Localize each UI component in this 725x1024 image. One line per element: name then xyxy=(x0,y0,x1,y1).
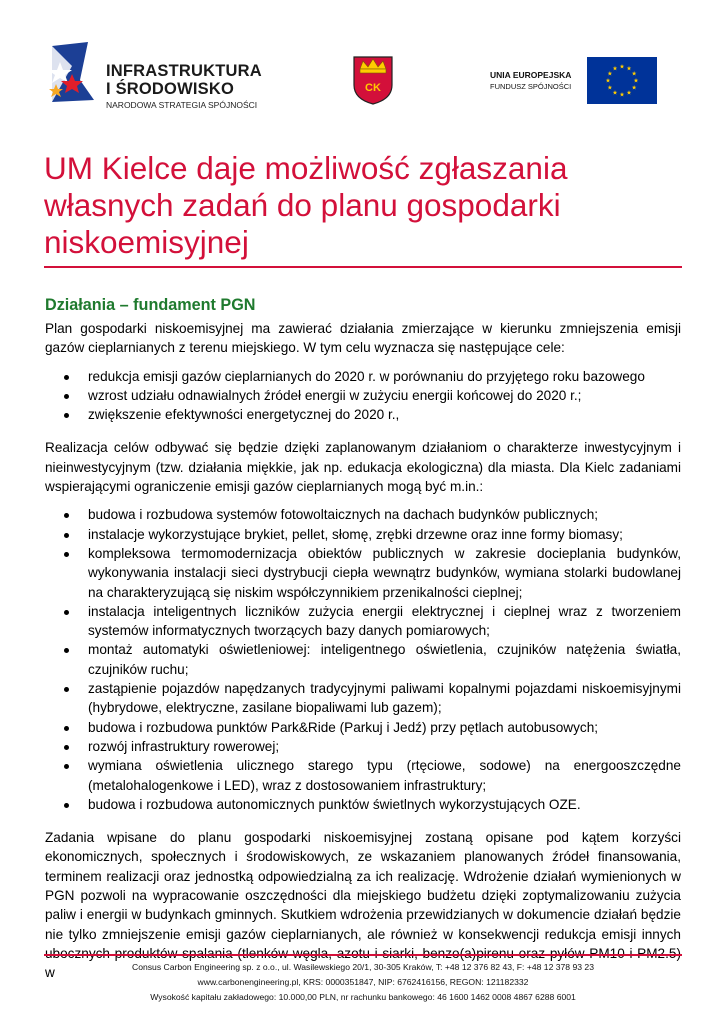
kielce-coat-of-arms-icon xyxy=(352,55,394,105)
list-item: wymiana oświetlenia ulicznego starego typu (rtęciowe, sodowe) na energooszczędne (metalohalogenkowe i LED), wraz z dostosowaniem infrastruktury; xyxy=(45,756,681,795)
bullet-icon xyxy=(64,375,69,380)
list-item: budowa i rozbudowa punktów Park&Ride (Parkuj i Jedź) przy pętlach autobusowych; xyxy=(45,718,681,737)
list-item: instalacje wykorzystujące brykiet, pellet, słomę, zrębki drzewne oraz inne formy biomasy; xyxy=(45,525,681,544)
bullet-icon xyxy=(64,533,69,538)
list-item: montaż automatyki oświetleniowej: inteligentnego oświetlenia, czujników natężenia światła, czujników ruchu; xyxy=(45,640,681,679)
footer-divider xyxy=(44,954,682,956)
summary-paragraph: Zadania wpisane do planu gospodarki niskoemisyjnej zostaną opisane pod kątem korzyści ekonomicznych, społecznych i środowiskowych, ze wskazaniem planowanych źródeł finansowania, terminem realizacji oraz jednostką odpowiedzialną za ich realizację. Wdrożenie działań wymienionych w PGN pozwoli na wypracowanie oszczędności dla miejskiego budżetu dzięki zoptymalizowaniu zużycia paliw i energii w budynkach gminnych. Skutkiem wdrożenia przewidzianych w dokumencie działań będzie nie tylko zmniejszenie emisji gazów cieplarnianych, ale również w konsekwencji redukcja emisji innych w xyxy=(45,830,681,981)
logo-title-line2: I ŚRODOWISKO xyxy=(106,80,234,98)
bullet-icon xyxy=(64,764,69,769)
list-item: wzrost udziału odnawialnych źródeł energii w zużyciu energii końcowej do 2020 r.; xyxy=(45,386,681,405)
footer-registration: www.carbonengineering.pl, KRS: 0000351847, NIP: 6762416156, REGON: 121182332 xyxy=(197,977,529,987)
list-item: rozwój infrastruktury rowerowej; xyxy=(45,737,681,756)
footer-address: Consus Carbon Engineering sp. z o.o., ul. Wasilewskiego 20/1, 30-305 Kraków, T: +48 12 376 82 43, F: +48 12 378 93 23 xyxy=(132,962,594,972)
crest-letters: CK xyxy=(365,82,381,94)
footer-capital: Wysokość kapitału zakładowego: 10.000,00 PLN, nr rachunku bankowego: 46 1600 1462 0008 4867 6288 6001 xyxy=(150,992,576,1002)
title-divider xyxy=(44,266,682,268)
eu-flag-icon xyxy=(587,57,657,104)
list-item: redukcja emisji gazów cieplarnianych do 2020 r. w porównaniu do przyjętego roku bazowego xyxy=(45,367,681,386)
footer xyxy=(44,960,682,1005)
bullet-icon xyxy=(64,687,69,692)
section-heading: Działania – fundament PGN xyxy=(45,296,256,314)
list-item: zwiększenie efektywności energetycznej do 2020 r., xyxy=(45,405,681,424)
eu-label-line1: UNIA EUROPEJSKA xyxy=(490,70,572,80)
bullet-icon xyxy=(64,513,69,518)
header-logos xyxy=(0,0,725,120)
bullet-icon xyxy=(64,413,69,418)
bullet-icon xyxy=(64,803,69,808)
list-item: budowa i rozbudowa systemów fotowoltaicznych na dachach budynków publicznych; xyxy=(45,505,681,524)
list-item: budowa i rozbudowa autonomicznych punktów świetlnych wykorzystujących OZE. xyxy=(45,795,681,814)
bullet-icon xyxy=(64,745,69,750)
bullet-icon xyxy=(64,552,69,557)
logo-subtitle: NARODOWA STRATEGIA SPÓJNOŚCI xyxy=(106,100,258,110)
intro-paragraph: Plan gospodarki niskoemisyjnej ma zawierać działania zmierzające w kierunku zmniejszenia emisji gazów cieplarnianych z terenu miejskiego. W tym celu wyznacza się następujące cele: xyxy=(45,321,681,356)
article-body xyxy=(45,295,681,983)
bullet-icon xyxy=(64,394,69,399)
goals-list xyxy=(45,367,681,425)
list-item: zastąpienie pojazdów napędzanych tradycyjnymi paliwami kopalnymi pojazdami niskoemisyjnymi (hybrydowe, elektryczne, zasilane biopaliwami lub gazem); xyxy=(45,679,681,718)
infrastruktura-logo xyxy=(42,40,282,120)
bullet-icon xyxy=(64,610,69,615)
list-item: kompleksowa termomodernizacja obiektów publicznych w zakresie docieplania budynków, wykonywania instalacji sieci dystrybucji ciepła wewnątrz budynków, wymiana stolarki budowlanej na charakteryzującą się niskim współczynnikiem przenikalności cieplnej; xyxy=(45,544,681,602)
bullet-icon xyxy=(64,726,69,731)
bullet-icon xyxy=(64,648,69,653)
list-item: instalacja inteligentnych liczników zużycia energii elektrycznej i cieplnej wraz z tworzeniem systemów informatycznych tworzących bazy danych pomiarowych; xyxy=(45,602,681,641)
page-title: UM Kielce daje możliwość zgłaszania własnych zadań do planu gospodarki niskoemisyjnej xyxy=(44,150,568,260)
tasks-list xyxy=(45,505,681,814)
eu-label-line2: FUNDUSZ SPÓJNOŚCI xyxy=(490,82,572,91)
logo-title-line1: INFRASTRUKTURA xyxy=(106,62,262,80)
eu-label xyxy=(490,70,590,91)
infrastruktura-star-icon xyxy=(42,40,102,106)
tasks-intro-paragraph: Realizacja celów odbywać się będzie dzięki zaplanowanym działaniom o charakterze inwestycyjnym i nieinwestycyjnym (tzw. działania miękkie, jak np. edukacja ekologiczna) dla miasta. Dla Kielc zadaniami wspierającymi ograniczenie emisji gazów cieplarnianych mogą być m.in.: xyxy=(45,440,681,495)
